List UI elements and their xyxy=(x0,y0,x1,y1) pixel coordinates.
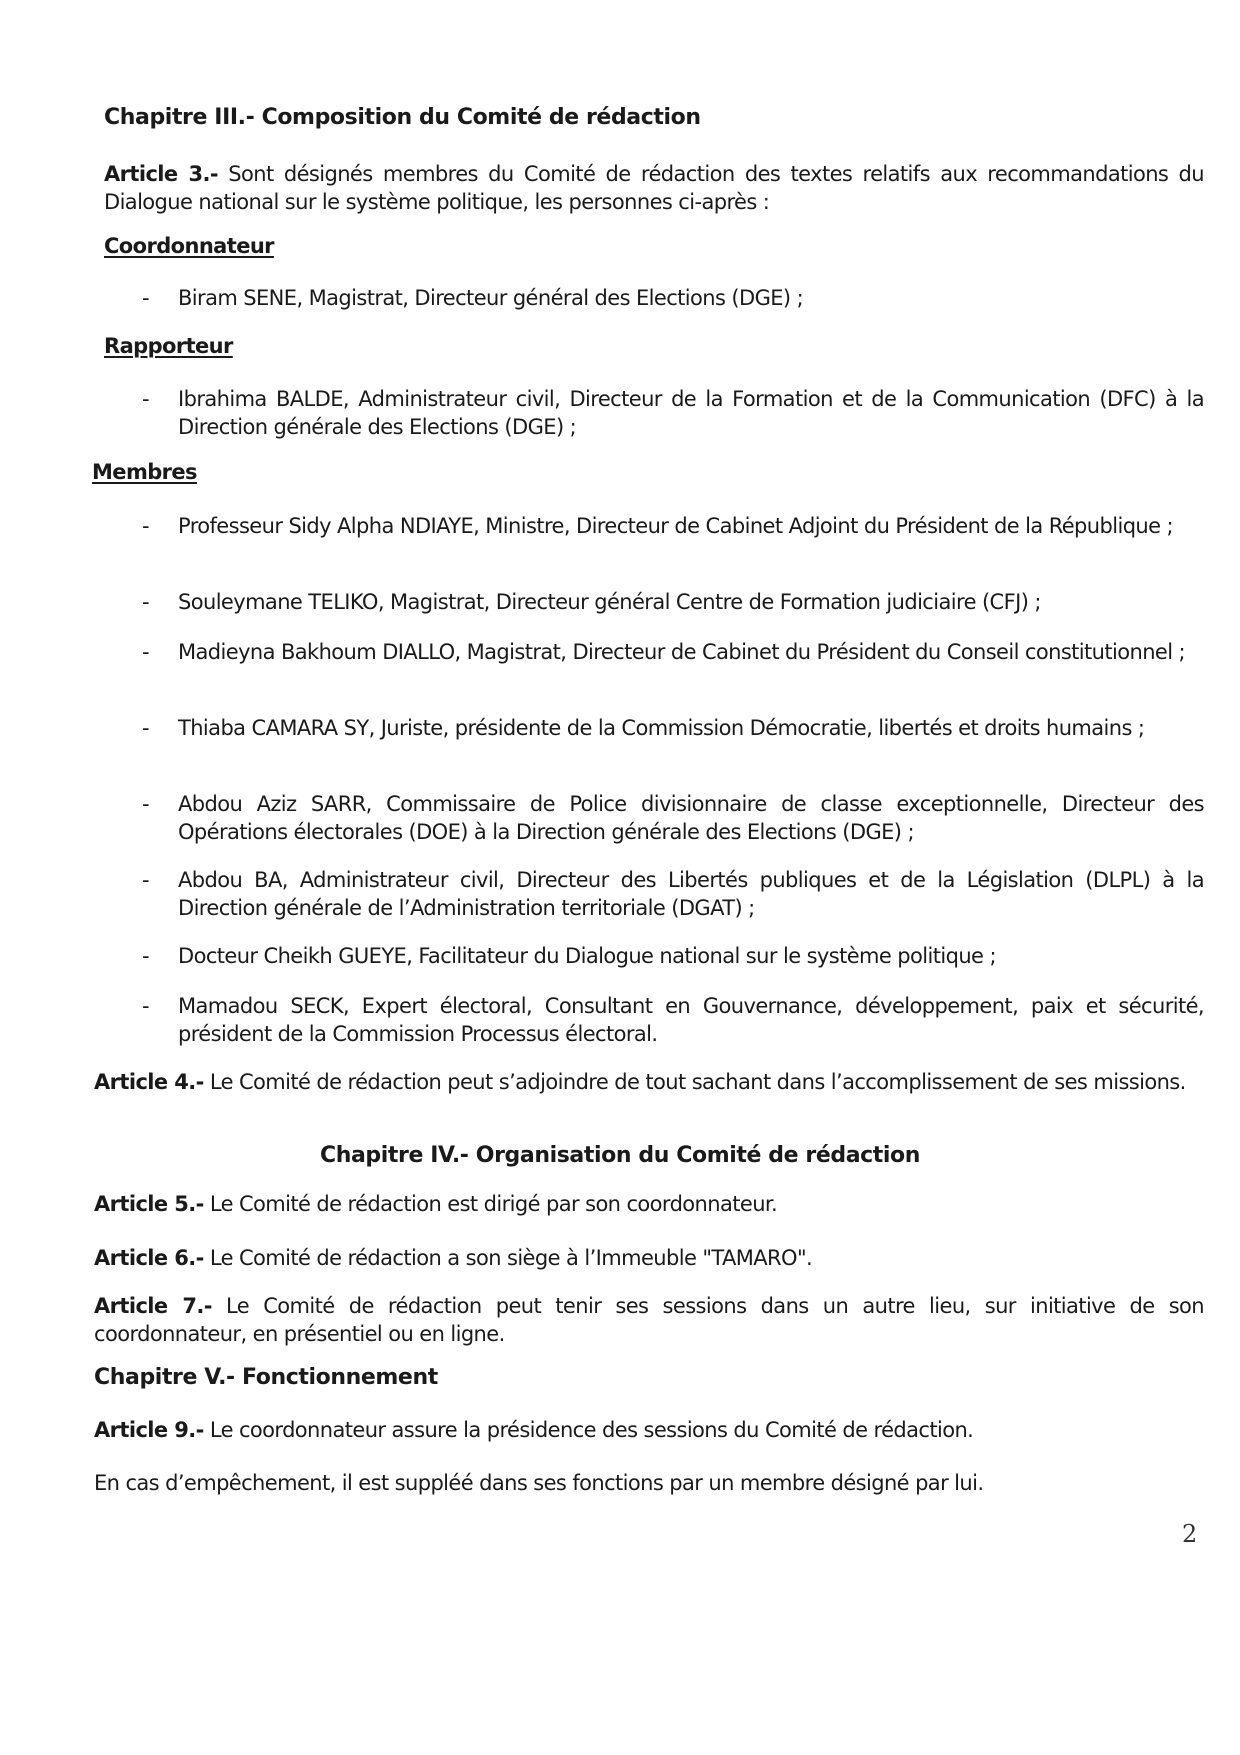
list-item-text: Mamadou SECK, Expert électoral, Consultant en Gouvernance, développement, paix et sécurité, président de la Commission Processus électoral. xyxy=(178,994,1204,1046)
paragraph-empechement: En cas d’empêchement, il est suppléé dans ses fonctions par un membre désigné par lui. xyxy=(94,1471,984,1495)
chapter-4-title: Chapitre IV.- Organisation du Comité de rédaction xyxy=(319,1143,921,1168)
list-dash: - xyxy=(142,868,149,892)
article-9 xyxy=(94,1416,1204,1444)
article-3-text: Sont désignés membres du Comité de rédaction des textes relatifs aux recommandations du Dialogue national sur le système politique, les personnes ci-après : xyxy=(104,162,1204,214)
list-dash: - xyxy=(142,640,149,664)
list-item-text: Docteur Cheikh GUEYE, Facilitateur du Dialogue national sur le système politique ; xyxy=(178,944,996,968)
article-6-text: Le Comité de rédaction a son siège à l’Immeuble "TAMARO". xyxy=(203,1246,813,1270)
list-dash: - xyxy=(142,286,149,310)
list-item-text: Souleymane TELIKO, Magistrat, Directeur général Centre de Formation judiciaire (CFJ) ; xyxy=(178,590,1041,614)
chapter-5-title: Chapitre V.- Fonctionnement xyxy=(94,1365,438,1390)
article-7 xyxy=(94,1292,1204,1348)
list-item-text: Abdou Aziz SARR, Commissaire de Police divisionnaire de classe exceptionnelle, Directeur des Opérations électorales (DOE) à la Direction générale des Elections (DGE) ; xyxy=(178,792,1204,844)
article-5 xyxy=(94,1190,1204,1218)
list-dash: - xyxy=(142,792,149,816)
list-dash: - xyxy=(142,514,149,538)
article-6 xyxy=(94,1244,1204,1272)
list-item-text: Ibrahima BALDE, Administrateur civil, Directeur de la Formation et de la Communication (DFC) à la Direction générale des Elections (DGE) ; xyxy=(178,387,1204,439)
list-dash: - xyxy=(142,944,149,968)
article-6-label: Article 6.- xyxy=(94,1246,204,1270)
list-dash: - xyxy=(142,994,149,1018)
page-number: 2 xyxy=(1182,1520,1198,1548)
list-item-text: Abdou BA, Administrateur civil, Directeur des Libertés publiques et de la Législation (DLPL) à la Direction générale de l’Administration territoriale (DGAT) ; xyxy=(178,868,1204,920)
section-heading-rapporteur: Rapporteur xyxy=(104,334,233,358)
list-item-text: Thiaba CAMARA SY, Juriste, présidente de la Commission Démocratie, libertés et droits humains ; xyxy=(178,716,1145,740)
chapter-3-title: Chapitre III.- Composition du Comité de rédaction xyxy=(104,105,701,130)
list-item-text: Professeur Sidy Alpha NDIAYE, Ministre, Directeur de Cabinet Adjoint du Président de la République ; xyxy=(178,514,1174,538)
article-9-label: Article 9.- xyxy=(94,1418,204,1442)
article-9-text: Le coordonnateur assure la présidence des sessions du Comité de rédaction. xyxy=(203,1418,974,1442)
list-item-text: Biram SENE, Magistrat, Directeur général des Elections (DGE) ; xyxy=(178,286,804,310)
list-dash: - xyxy=(142,716,149,740)
article-7-label: Article 7.- xyxy=(94,1294,212,1318)
article-5-label: Article 5.- xyxy=(94,1192,204,1216)
article-4-text: Le Comité de rédaction peut s’adjoindre de tout sachant dans l’accomplissement de ses missions. xyxy=(203,1070,1186,1094)
list-item-text: Madieyna Bakhoum DIALLO, Magistrat, Directeur de Cabinet du Président du Conseil constitutionnel ; xyxy=(178,640,1186,664)
list-dash: - xyxy=(142,387,149,411)
article-3 xyxy=(104,160,1204,216)
section-heading-membres: Membres xyxy=(92,460,197,484)
article-4-label: Article 4.- xyxy=(94,1070,204,1094)
list-dash: - xyxy=(142,590,149,614)
article-3-label: Article 3.- xyxy=(104,162,218,186)
section-heading-coordonnateur: Coordonnateur xyxy=(104,234,274,258)
article-5-text: Le Comité de rédaction est dirigé par son coordonnateur. xyxy=(203,1192,778,1216)
article-7-text: Le Comité de rédaction peut tenir ses sessions dans un autre lieu, sur initiative de son coordonnateur, en présentiel ou en ligne. xyxy=(94,1294,1204,1346)
article-4 xyxy=(94,1068,1204,1096)
